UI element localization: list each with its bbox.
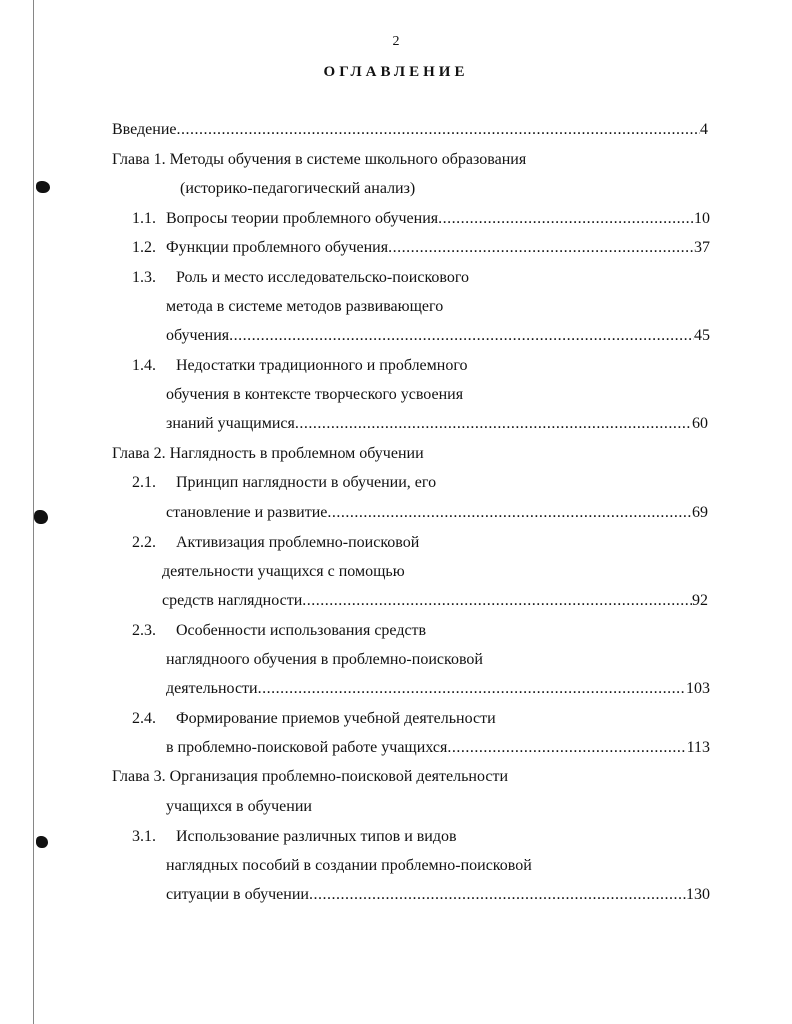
toc-entry-section[interactable] [132, 621, 426, 641]
toc-entry-page: 92 [692, 592, 708, 609]
toc-chapter-subtitle [180, 179, 415, 199]
toc-entry-section[interactable] [132, 473, 436, 493]
toc-entry-label: (историко-педагогический анализ) [180, 180, 416, 197]
toc-entry-continuation[interactable] [166, 885, 710, 905]
toc-entry-page: 69 [692, 504, 708, 521]
toc-entry-continuation [162, 562, 405, 582]
toc-entry-number: 2.1. [132, 474, 156, 491]
toc-entry-label: Глава 1. Методы обучения в системе школьного образования [112, 151, 527, 168]
toc-entry-number: 1.4. [132, 357, 156, 374]
toc-entry-label: Формирование приемов учебной деятельности [176, 710, 496, 727]
toc-entry-label: Особенности использования средств [176, 622, 427, 639]
toc-entry-page: 103 [686, 680, 710, 697]
toc-entry-page: 4 [700, 121, 708, 138]
toc-entry-section[interactable] [132, 709, 496, 729]
toc-entry-label: в проблемно-поисковой работе учащихся [166, 739, 448, 756]
toc-chapter-subtitle [166, 797, 312, 817]
toc-entry-label: наглядноого обучения в проблемно-поисковой [166, 651, 483, 668]
toc-entry-introduction[interactable] [112, 120, 708, 140]
dot-leader [295, 414, 692, 434]
toc-entry-section[interactable] [132, 268, 469, 288]
toc-entry-continuation [166, 385, 463, 405]
toc-entry-label: Глава 2. Наглядность в проблемном обучении [112, 445, 424, 462]
toc-entry-label: ситуации в обучении [166, 886, 309, 903]
toc-entry-number: 1.2. [132, 239, 156, 256]
toc-entry-label: Введение [112, 121, 177, 138]
dot-leader [447, 738, 686, 758]
toc-entry-label: учащихся в обучении [166, 798, 312, 815]
toc-entry-label: знаний учащимися [166, 415, 295, 432]
toc-entry-page: 10 [694, 210, 710, 227]
toc-entry-page: 45 [694, 327, 710, 344]
toc-entry-continuation[interactable] [166, 503, 708, 523]
toc-entry-page: 130 [686, 886, 710, 903]
page-title: ОГЛАВЛЕНИЕ [323, 64, 469, 80]
toc-entry-label: Недостатки традиционного и проблемного [176, 357, 468, 374]
toc-entry-number: 1.1. [132, 210, 156, 227]
toc-entry-label: средств наглядности [162, 592, 303, 609]
toc-entry-label: деятельности [166, 680, 258, 697]
toc-entry-label: Использование различных типов и видов [176, 828, 457, 845]
toc-entry-label: Роль и место исследовательско-поискового [176, 269, 470, 286]
toc-entry-section[interactable] [132, 827, 457, 847]
toc-entry-continuation[interactable] [162, 591, 708, 611]
toc-entry-label: Принцип наглядности в обучении, его [176, 474, 437, 491]
toc-entry-continuation[interactable] [166, 414, 708, 434]
dot-leader [302, 591, 692, 611]
page-number: 2 [392, 34, 400, 49]
toc-entry-label: метода в системе методов развивающего [166, 298, 444, 315]
toc-entry-section[interactable] [132, 533, 419, 553]
dot-leader [388, 238, 694, 258]
toc-entry-label: Вопросы теории проблемного обучения [166, 210, 439, 227]
toc-entry-page: 113 [686, 739, 710, 756]
toc-entry-continuation[interactable] [166, 679, 710, 699]
toc-entry-continuation [166, 856, 532, 876]
dot-leader [309, 885, 686, 905]
toc-entry-number: 1.3. [132, 269, 156, 286]
toc-chapter-heading[interactable] [112, 767, 508, 787]
toc-entry-label: становление и развитие [166, 504, 328, 521]
toc-entry-label: обучения [166, 327, 230, 344]
dot-leader [229, 326, 694, 346]
toc-entry-label: Функции проблемного обучения [166, 239, 389, 256]
toc-entry-continuation [166, 650, 483, 670]
toc-entry-section[interactable] [132, 209, 710, 229]
toc-entry-label: деятельности учащихся с помощью [162, 563, 405, 580]
toc-entry-label: наглядных пособий в создании проблемно-поисковой [166, 857, 532, 874]
dot-leader [177, 120, 701, 140]
toc-entry-label: Активизация проблемно-поисковой [176, 534, 420, 551]
toc-entry-label: Глава 3. Организация проблемно-поисковой деятельности [112, 768, 509, 785]
toc-chapter-heading[interactable] [112, 444, 424, 464]
toc-entry-label: обучения в контексте творческого усвоения [166, 386, 464, 403]
dot-leader [327, 503, 692, 523]
toc-entry-page: 37 [694, 239, 710, 256]
toc-entry-continuation[interactable] [166, 738, 710, 758]
toc-entry-number: 2.2. [132, 534, 156, 551]
dot-leader [438, 209, 694, 229]
toc-entry-section[interactable] [132, 356, 468, 376]
toc-entry-continuation[interactable] [166, 326, 710, 346]
dot-leader [258, 679, 686, 699]
toc-entry-number: 3.1. [132, 828, 156, 845]
toc-entry-section[interactable] [132, 238, 710, 258]
toc-entry-number: 2.4. [132, 710, 156, 727]
toc-entry-page: 60 [692, 415, 708, 432]
toc-chapter-heading[interactable] [112, 150, 526, 170]
toc-entry-number: 2.3. [132, 622, 156, 639]
toc-entry-continuation [166, 297, 443, 317]
